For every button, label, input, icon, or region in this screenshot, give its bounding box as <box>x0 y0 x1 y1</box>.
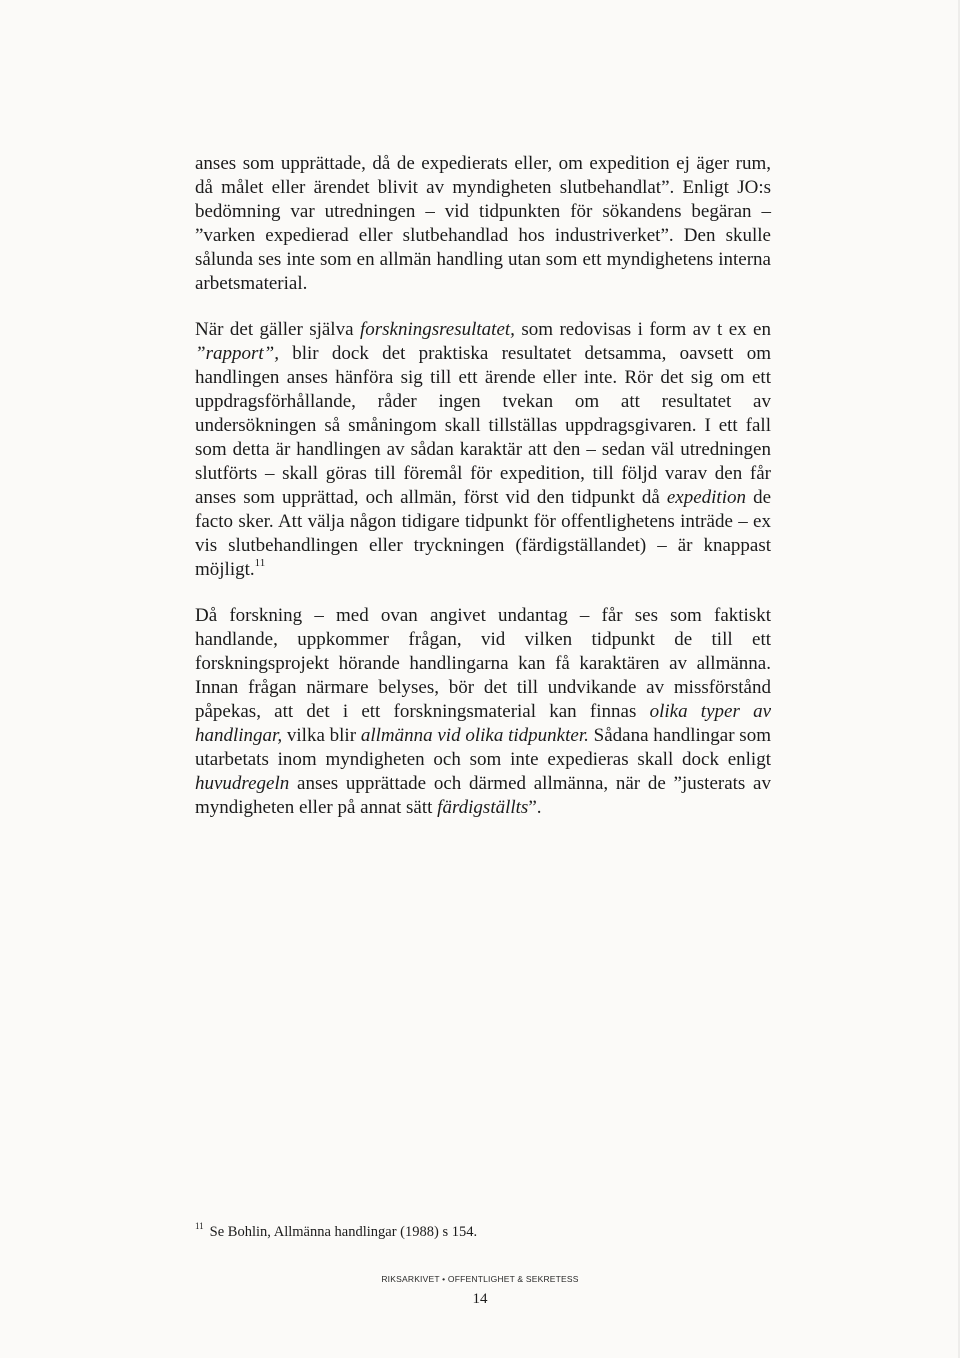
page-number: 14 <box>472 1291 488 1307</box>
body-text <box>195 152 771 842</box>
text-run: blir dock det praktiska resultatet detsamma, oavsett om handlingen anses hänföra sig till ett ärende eller inte. Rör det sig om ett uppdragsförhållande, råder ingen tvekan om att resultatet av undersökningen så småningom skall tillställas uppdragsgivaren. I ett fall som detta är handlingen av sådan karaktär att den – sedan väl utredningen slutförts – skall göras till föremål för expedition, till följd varav den får anses som upprättad, och allmän, först vid den tidpunkt då <box>195 343 771 508</box>
text-run: Sådana handlingar som utarbetats inom myndigheten och som inte expedieras skall dock enligt <box>195 725 771 770</box>
text-run: När det gäller själva <box>195 319 360 340</box>
footnote-reference: 11 <box>254 556 266 569</box>
italic-run: allmänna vid olika tidpunkter. <box>360 725 589 746</box>
text-run: de facto sker. Att välja någon tidigare tidpunkt för offentlighetens inträde – ex vis slutbehandlingen eller tryckningen (färdigställandet) – är knappast möjligt. <box>195 487 771 580</box>
italic-run: expedition <box>666 487 746 508</box>
italic-run: huvudregeln <box>195 773 290 794</box>
text-run: anses som upprättade, då de expedierats eller, om expedition ej äger rum, då målet eller ärendet blivit av myndigheten slutbehandlat”. Enligt JO:s bedömning var utredningen – vid tidpunkten för sökandens begäran – ”varken expedierad eller slutbehandlad hos industriverket”. Den skulle sålunda ses inte som en allmän handling utan som ett myndighetens interna arbetsmaterial. <box>195 153 771 294</box>
italic-run: ”rapport”, <box>195 343 279 364</box>
text-run: anses upprättade och därmed allmänna, när de ”justerats av myndigheten eller på annat sätt <box>195 773 771 818</box>
text-run: som redovisas i form av t ex en <box>514 319 771 340</box>
text-run: Då forskning – med ovan angivet undantag – får ses som faktiskt handlande, uppkommer frågan, vid vilken tidpunkt de till ett forskningsprojekt hörande handlingarna kan få karaktären av allmänna. Innan frågan närmare belyses, bör det till undvikande av missförstånd påpekas, att det i ett forskningsmaterial kan finnas <box>195 605 771 722</box>
footnote <box>195 1218 771 1241</box>
italic-run: forskningsresultatet, <box>359 319 515 340</box>
paragraph-1 <box>195 152 771 296</box>
paragraph-3 <box>195 604 771 820</box>
italic-run: olika typer av handlingar, <box>195 701 771 746</box>
text-run: vilka blir <box>282 725 361 746</box>
footnote-text: Se Bohlin, Allmänna handlingar (1988) s 154. <box>209 1223 478 1240</box>
paragraph-2 <box>195 318 771 582</box>
italic-run: färdigställts <box>437 797 529 818</box>
running-footer: RIKSARKIVET • OFFENTLIGHET & SEKRETESS <box>381 1274 579 1284</box>
text-run: ”. <box>528 797 542 818</box>
footnote-marker: 11 <box>195 1221 204 1231</box>
